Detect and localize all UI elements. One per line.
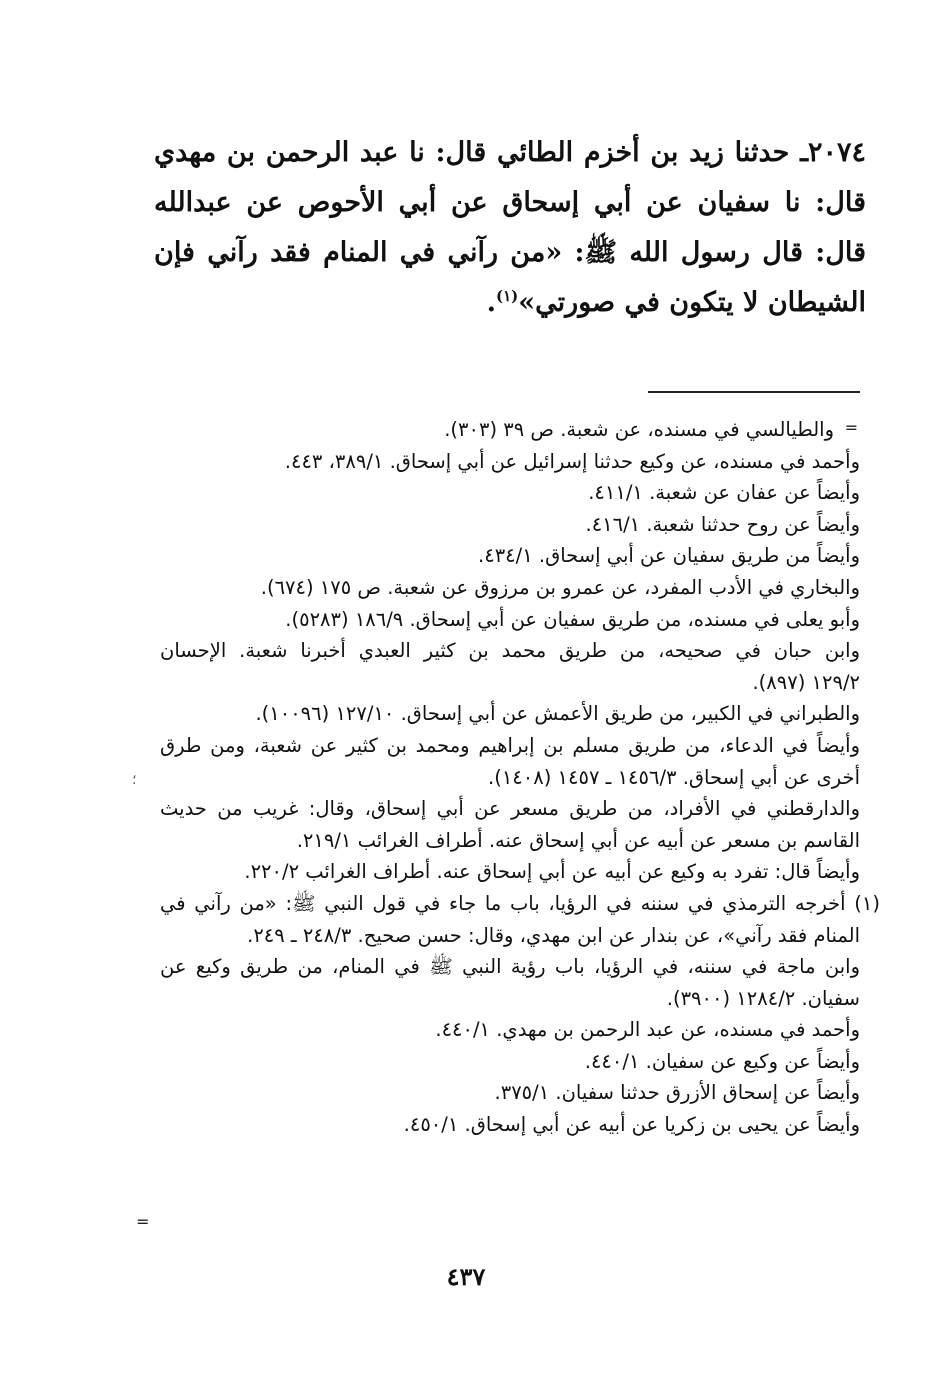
note-line: وأيضاً من طريق سفيان عن أبي إسحاق. ٤٣٤/١. bbox=[478, 544, 860, 568]
note-line: والطيالسي في مسنده، عن شعبة. ص ٣٩ (٣٠٣). bbox=[444, 418, 834, 441]
note-line: والدارقطني في الأفراد، من طريق مسعر عن أبي إسحاق، وقال: غريب من حديث bbox=[160, 797, 860, 821]
page-number: ٤٣٧ bbox=[446, 1262, 486, 1291]
footnote-1-line: وابن ماجة في سننه، في الرؤيا، باب رؤية النبي ﷺ في المنام، من طريق وكيع عن bbox=[160, 955, 860, 979]
footnote-1-line: وأيضاً عن إسحاق الأزرق حدثنا سفيان. ٣٧٥/١. bbox=[494, 1081, 860, 1105]
hadith-text-block bbox=[154, 128, 866, 328]
margin-mark: ؛ bbox=[132, 772, 137, 788]
note-line: وأبو يعلى في مسنده، من طريق سفيان عن أبي إسحاق. ١٨٦/٩ (٥٢٨٣). bbox=[285, 607, 860, 631]
footnote-1-line: وأيضاً عن يحيى بن زكريا عن أبيه عن أبي إسحاق. ٤٥٠/١. bbox=[403, 1113, 860, 1137]
note-line: وابن حبان في صحيحه، من طريق محمد بن كثير العبدي أخبرنا شعبة. الإحسان bbox=[160, 639, 860, 663]
note-line: القاسم بن مسعر عن أبيه عن أبي إسحاق عنه. أطراف الغرائب ٢١٩/١. bbox=[296, 828, 860, 852]
footnote-1-line: المنام فقد رآني»، عن بندار عن ابن مهدي، وقال: حسن صحيح. ٢٤٨/٣ ـ ٢٤٩. bbox=[247, 923, 860, 947]
hadith-body: ـ حدثنا زيد بن أخزم الطائي قال: نا عبد الرحمن بن مهدي قال: نا سفيان عن أبي إسحاق عن أبي الأحوص عن عبدالله قال: قال رسول الله ﷺ: «من رآني في المنام فقد رآني فإن الشيطان لا يتكون في صورتي» bbox=[154, 137, 866, 318]
footnote-1-line: سفيان. ١٢٨٤/٢ (٣٩٠٠). bbox=[666, 986, 860, 1010]
note-line: وأيضاً عن عفان عن شعبة. ٤١١/١. bbox=[588, 481, 860, 505]
note-line: وأيضاً عن روح حدثنا شعبة. ٤١٦/١. bbox=[585, 512, 860, 536]
footnote-separator-rule bbox=[648, 391, 860, 393]
note-line: وأحمد في مسنده، عن وكيع حدثنا إسرائيل عن أبي إسحاق. ٣٨٩/١، ٤٤٣. bbox=[284, 449, 860, 473]
note-line: والبخاري في الأدب المفرد، عن عمرو بن مرزوق عن شعبة. ص ١٧٥ (٦٧٤). bbox=[260, 575, 860, 599]
note-line: ١٢٩/٢ (٨٩٧). bbox=[752, 670, 860, 694]
hadith-number: ٢٠٧٤ bbox=[807, 137, 866, 168]
note-line: والطبراني في الكبير، من طريق الأعمش عن أبي إسحاق. ١٢٧/١٠ (١٠٠٩٦). bbox=[255, 702, 860, 726]
continuation-mark-top: = bbox=[844, 418, 858, 437]
footnote-1-line: وأحمد في مسنده، عن عبد الرحمن بن مهدي. ٤٤٠/١. bbox=[435, 1018, 860, 1042]
note-line: وأيضاً قال: تفرد به وكيع عن أبيه عن أبي إسحاق عنه. أطراف الغرائب ٢٢٠/٢. bbox=[244, 860, 860, 884]
footnote-reference: (١) bbox=[495, 287, 519, 305]
note-line: أخرى عن أبي إسحاق. ١٤٥٦/٣ ـ ١٤٥٧ (١٤٠٨). bbox=[488, 765, 860, 789]
note-line: وأيضاً في الدعاء، من طريق مسلم بن إبراهيم ومحمد بن كثير عن شعبة، ومن طرق bbox=[160, 733, 860, 757]
footnotes-section bbox=[160, 414, 880, 1141]
continuation-mark-bottom: = bbox=[136, 1212, 150, 1231]
hadith-end-period: . bbox=[486, 287, 496, 318]
footnote-1-line: وأيضاً عن وكيع عن سفيان. ٤٤٠/١. bbox=[584, 1049, 860, 1073]
footnote-1-line: (١) أخرجه الترمذي في سننه في الرؤيا، باب ما جاء في قول النبي ﷺ: «من رآني في bbox=[160, 891, 880, 915]
